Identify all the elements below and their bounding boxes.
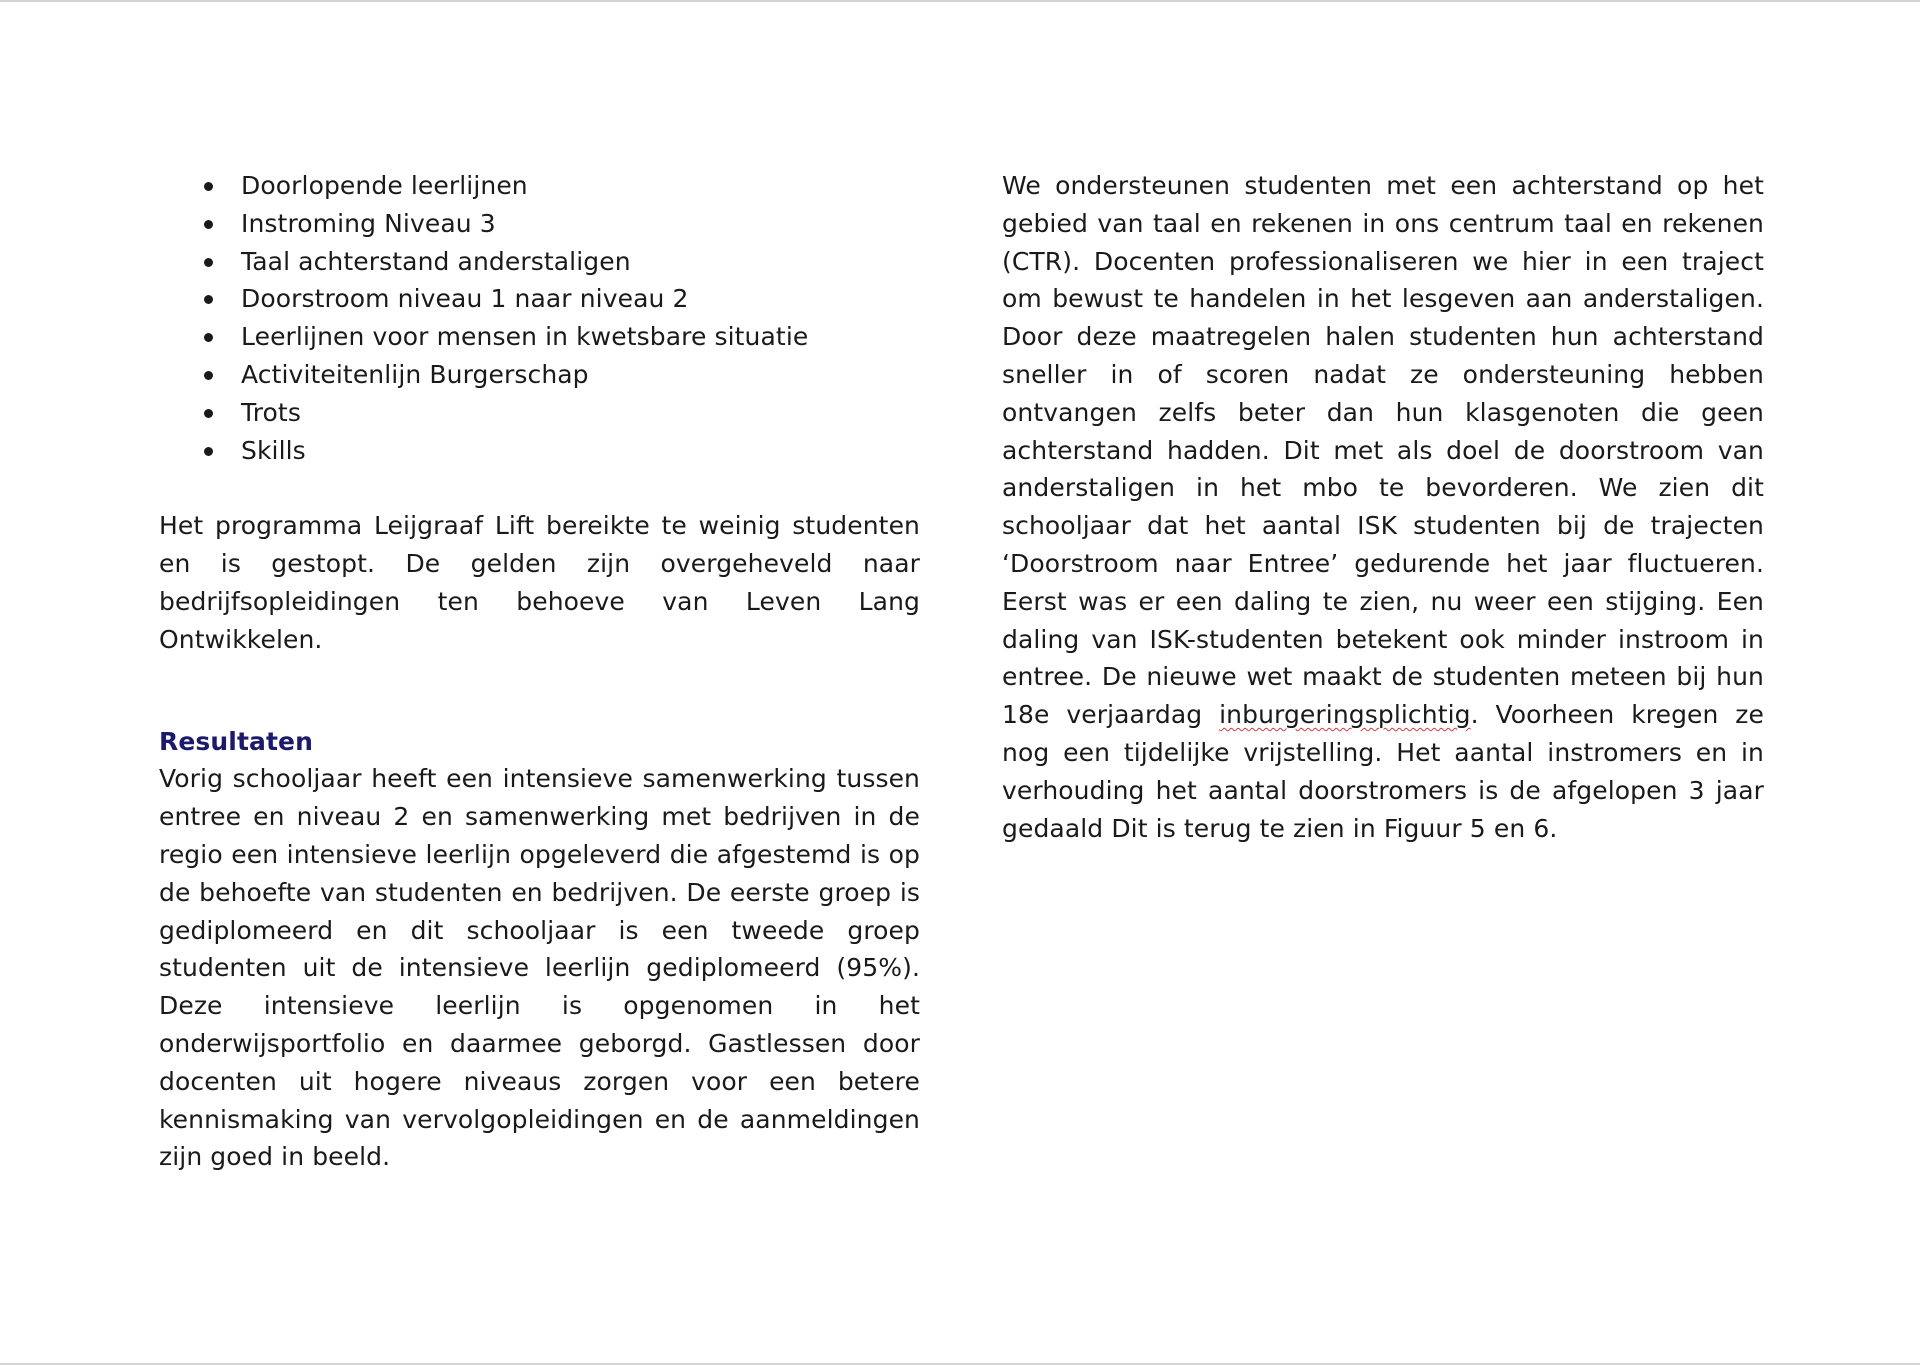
list-item xyxy=(159,205,920,243)
results-heading: Resultaten xyxy=(159,726,313,756)
list-item xyxy=(159,356,920,394)
bullet-dot-icon xyxy=(204,333,213,342)
list-item xyxy=(159,394,920,432)
list-item-text: Taal achterstand anderstaligen xyxy=(241,246,631,276)
language-support-paragraph xyxy=(1002,167,1764,847)
list-item xyxy=(159,432,920,470)
list-item xyxy=(159,280,920,318)
list-item xyxy=(159,243,920,281)
bullet-dot-icon xyxy=(204,182,213,191)
bullet-dot-icon xyxy=(204,220,213,229)
list-item xyxy=(159,167,920,205)
spellcheck-flagged-word[interactable]: inburgeringsplichtig xyxy=(1219,700,1471,730)
bullet-dot-icon xyxy=(204,258,213,267)
paragraph-text-part-2: . Voorheen kregen ze nog een tijdelijke vrijstelling. Het aantal instromers en in verhouding het aantal doorstromers is de afgelopen 3 jaar gedaald Dit is terug te zien in Figuur 5 en 6. xyxy=(1002,700,1765,843)
bullet-dot-icon xyxy=(204,447,213,456)
bullet-dot-icon xyxy=(204,409,213,418)
leijgraaf-lift-paragraph: Het programma Leijgraaf Lift bereikte te weinig studenten en is gestopt. De gelden zijn overgeheveld naar bedrijfsopleidingen ten behoeve van Leven Lang Ontwikkelen. xyxy=(159,511,920,654)
results-paragraph: Vorig schooljaar heeft een intensieve samenwerking tussen entree en niveau 2 en samenwerking met bedrijven in de regio een intensieve leerlijn opgeleverd die afgestemd is op de behoefte van studenten en bedrijven. De eerste groep is gediplomeerd en dit schooljaar is een tweede groep studenten uit de intensieve leerlijn gediplomeerd (95%). Deze intensieve leerlijn is opgenomen in het onderwijsportfolio en daarmee geborgd. Gastlessen door docenten uit hogere niveaus zorgen voor een betere kennismaking van vervolgopleidingen en de aanmeldingen zijn goed in beeld. xyxy=(159,764,920,1172)
list-item-text: Trots xyxy=(241,397,301,427)
list-item-text: Instroming Niveau 3 xyxy=(241,208,496,238)
bullet-dot-icon xyxy=(204,295,213,304)
list-item-text: Activiteitenlijn Burgerschap xyxy=(241,359,589,389)
list-item-text: Leerlijnen voor mensen in kwetsbare situatie xyxy=(241,322,809,352)
list-item-text: Skills xyxy=(241,435,306,465)
paragraph-text-part-1: We ondersteunen studenten met een achterstand op het gebied van taal en rekenen in ons centrum taal en rekenen (CTR). Docenten professionaliseren we hier in een traject om bewust te handelen in het lesgeven aan anderstaligen. Door deze maatregelen halen studenten hun achterstand sneller in of scoren nadat ze ondersteuning hebben ontvangen zelfs beter dan hun klasgenoten die geen achterstand hadden. Dit met als doel de doorstroom van anderstaligen in het mbo te bevorderen. We zien dit schooljaar dat het aantal ISK studenten bij de trajecten ‘Doorstroom naar Entree’ gedurende het jaar fluctueren. Eerst was er een daling te zien, nu weer een stijging. Een daling van ISK-studenten betekent ook minder instroom in entree. De nieuwe wet maakt de studenten meteen bij hun 18e verjaardag xyxy=(1002,171,1764,730)
list-item-text: Doorstroom niveau 1 naar niveau 2 xyxy=(241,284,689,314)
list-item xyxy=(159,318,920,356)
left-column xyxy=(159,167,920,1176)
topic-bullet-list xyxy=(159,167,920,469)
right-column xyxy=(1002,167,1764,847)
list-item-text: Doorlopende leerlijnen xyxy=(241,171,528,200)
bullet-dot-icon xyxy=(204,371,213,380)
